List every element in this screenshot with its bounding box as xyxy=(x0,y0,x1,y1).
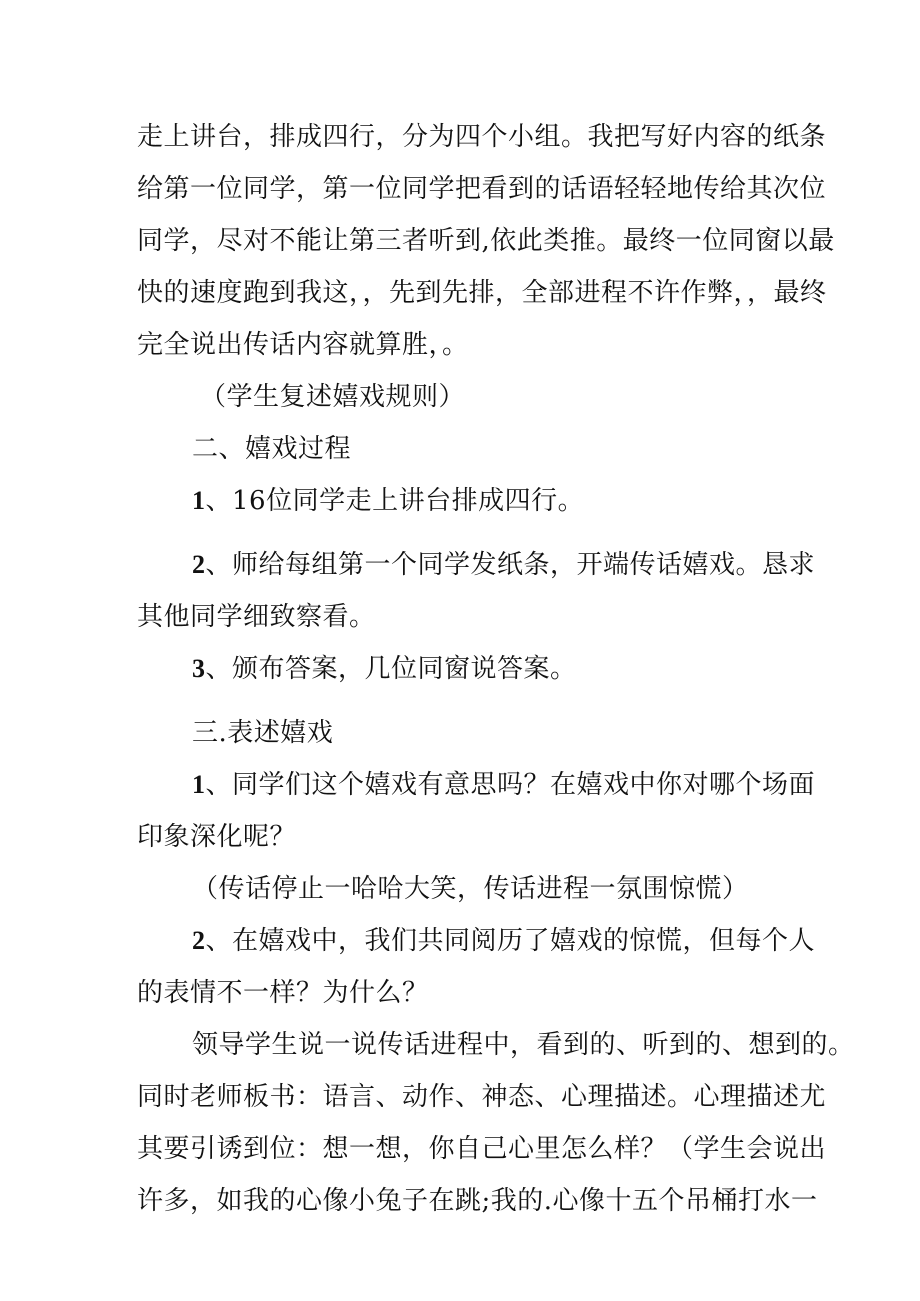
paragraph-line: 领导学生说一说传话进程中，看到的、听到的、想到的。 xyxy=(192,1030,855,1060)
paragraph-line: 其要引诱到位：想一想，你自己心里怎么样？（学生会说出 xyxy=(137,1134,827,1164)
question-number: 1 xyxy=(192,770,206,799)
paragraph-line: 同时老师板书：语言、动作、神态、心理描述。心理描述尤 xyxy=(137,1082,827,1112)
step-continuation: 其他同学细致察看。 xyxy=(137,602,376,632)
step-text: 、颁布答案，几位同窗说答案。 xyxy=(205,654,577,684)
step-item xyxy=(192,484,584,518)
step-number: 1 xyxy=(192,486,206,515)
paragraph-line: 完全说出传话内容就算胜，。 xyxy=(137,330,469,360)
paragraph-line: 同学，尽对不能让第三者听到,依此类推。最终一位同窗以最 xyxy=(137,226,835,256)
step-text: 、师给每组第一个同学发纸条，开端传话嬉戏。恳求 xyxy=(205,550,816,580)
paragraph-line: 许多，如我的心像小兔子在跳;我的.心像十五个吊桶打水一 xyxy=(137,1186,818,1216)
section-heading: 三.表述嬉戏 xyxy=(192,718,334,748)
step-number: 2 xyxy=(192,550,206,579)
paragraph-line: 快的速度跑到我这，，先到先排，全部进程不许作弊，，最终 xyxy=(137,278,827,308)
section-heading: 二、嬉戏过程 xyxy=(192,434,352,464)
paragraph-line: 给第一位同学，第一位同学把看到的话语轻轻地传给其次位 xyxy=(137,174,827,204)
question-text: 、同学们这个嬉戏有意思吗？在嬉戏中你对哪个场面 xyxy=(205,770,816,800)
question-note: （传话停止一哈哈大笑，传话进程一氛围惊慌） xyxy=(192,874,749,904)
step-number: 3 xyxy=(192,654,206,683)
question-item xyxy=(192,924,815,958)
question-text: 、在嬉戏中，我们共同阅历了嬉戏的惊慌，但每个人 xyxy=(205,926,816,956)
step-item xyxy=(192,652,577,686)
rules-note: （学生复述嬉戏规则） xyxy=(200,382,466,412)
question-continuation: 印象深化呢？ xyxy=(137,822,297,852)
paragraph-line: 走上讲台，排成四行，分为四个小组。我把写好内容的纸条 xyxy=(137,122,827,152)
step-item xyxy=(192,548,815,582)
question-continuation: 的表情不一样？为什么？ xyxy=(137,978,429,1008)
step-text: 、16位同学走上讲台排成四行。 xyxy=(205,486,585,516)
question-number: 2 xyxy=(192,926,206,955)
question-item xyxy=(192,768,815,802)
